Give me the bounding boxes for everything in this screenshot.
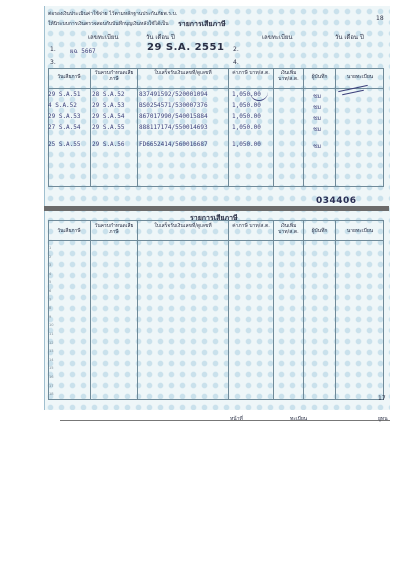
row-receipt: FD6652414/560016687	[139, 141, 208, 148]
row-receipt: 888117174/550014693	[139, 124, 208, 131]
row-recorder: ชม	[313, 143, 322, 150]
t2-col-registrar: นายทะเบียน	[346, 228, 374, 234]
section-title-2: รายการเสียภาษี	[190, 214, 238, 222]
page-number-top: 18	[376, 15, 384, 22]
bottom-edge-line	[60, 420, 390, 421]
row-number: 1	[49, 246, 52, 250]
row-number: 17	[49, 383, 54, 388]
row-number: 4	[49, 271, 52, 276]
t2-col-fine: เงินเพิ่ม บาท/ส.ต.	[278, 223, 299, 235]
row-recorder: ชม	[313, 104, 322, 111]
page-number-bottom: 17	[378, 395, 386, 402]
row-tax: 1,050.00	[232, 102, 261, 109]
header-line-2: ให้นิระบบการเงินตรวจสอบกับบันทึกบุญเงินหลังใช้ได้เป็น	[48, 21, 169, 27]
registration-label-right: เลขทะเบียน	[262, 34, 293, 41]
row-due-date: 29 S.A.56	[92, 141, 125, 148]
reg-number-4: 4.	[233, 59, 239, 66]
header-line-1: ต่อรองเงินประเมินค่าใช้จ่าย ไว้ตามหลักฐานประกันภัยพ.ร.บ.	[48, 11, 178, 17]
t2-col-receipt: ใบเสร็จรับเงินเลขที่/ดูเลขที่	[154, 223, 212, 229]
page-divider	[44, 206, 389, 211]
row-tax: 1,050.00	[232, 91, 261, 98]
row-number: 18	[49, 392, 54, 397]
row-number: 5	[49, 280, 52, 285]
row-receipt: 867017990/540015884	[139, 113, 208, 120]
t2-col-due-date: วันครบกำหนดเสียภาษี	[94, 223, 134, 235]
tax-table-2	[48, 220, 384, 400]
footer-label-b: หน้าที่	[230, 416, 243, 422]
t1-col-receipt: ใบเสร็จรับเงินเลขที่/ดูเลขที่	[154, 70, 212, 76]
row-number: 8	[49, 306, 52, 311]
row-recorder: ชม	[313, 115, 322, 122]
t1-col-registrar: นายทะเบียน	[346, 74, 374, 80]
t2-col-tax: ค่าภาษี บาท/ส.ต.	[232, 223, 270, 229]
t1-col-recorder: ผู้บันทึก	[311, 74, 328, 80]
row-number: 7	[49, 297, 52, 302]
row-due-date: 29 S.A.53	[92, 102, 125, 109]
row-due-date: 29 S.A.54	[92, 113, 125, 120]
row-due-date: 29 S.A.55	[92, 124, 125, 131]
section-title: รายการเสียภาษี	[178, 20, 226, 28]
row-pay-date: 4 S.A.52	[48, 102, 77, 109]
row-number: 14	[49, 357, 54, 362]
t2-col-recorder: ผู้บันทึก	[311, 228, 328, 234]
t1-col-fine: เงินเพิ่ม บาท/ส.ต.	[278, 70, 299, 82]
t1-col-tax: ค่าภาษี บาท/ส.ต.	[232, 70, 270, 76]
row-number: 13	[49, 349, 54, 354]
reg-number-1: 1.	[50, 46, 56, 53]
row-receipt: 837491592/520001094	[139, 91, 208, 98]
serial-stamp: 034406	[316, 196, 357, 206]
row-number: 3	[49, 263, 52, 268]
row-number: 15	[49, 366, 54, 371]
date-label-right: วัน เดือน ปี	[335, 34, 364, 41]
registration-label-left: เลขทะเบียน	[88, 34, 119, 41]
row-pay-date: 29 S.A.51	[48, 91, 81, 98]
registration-value: ผฉ 5667	[70, 48, 96, 55]
reg-number-3: 3.	[50, 59, 56, 66]
row-tax: 1,050.00	[232, 124, 261, 131]
row-number: 16	[49, 375, 54, 379]
row-number: 2	[49, 254, 52, 259]
row-pay-date: 27 S.A.54	[48, 124, 81, 131]
t1-col-due-date: วันครบกำหนดเสียภาษี	[94, 70, 134, 82]
row-tax: 1,050.00	[232, 141, 261, 148]
date-label-left: วัน เดือน ปี	[146, 34, 175, 41]
footer-label-a: ทะเบียน	[290, 416, 308, 422]
t2-col-pay-date: วันเสียภาษี	[57, 228, 81, 234]
row-tax: 1,050.00	[232, 113, 261, 120]
row-number: 10	[49, 323, 54, 328]
row-pay-date: 25 S.A.55	[48, 141, 81, 148]
row-number: 12	[49, 340, 54, 345]
row-receipt: BS0254571/530007376	[139, 102, 208, 109]
footer-label-c: ยูทน	[378, 416, 388, 422]
row-due-date: 28 S.A.52	[92, 91, 125, 98]
row-number: 6	[49, 289, 52, 293]
row-recorder: ชม	[313, 126, 322, 133]
registration-date: 29 S.A. 2551	[147, 42, 225, 53]
row-number: 9	[49, 314, 52, 319]
reg-number-2: 2.	[233, 46, 239, 53]
row-recorder: ชม	[313, 93, 322, 100]
row-number: 11	[49, 332, 54, 336]
row-pay-date: 29 S.A.53	[48, 113, 81, 120]
t1-col-pay-date: วันเสียภาษี	[57, 74, 81, 80]
